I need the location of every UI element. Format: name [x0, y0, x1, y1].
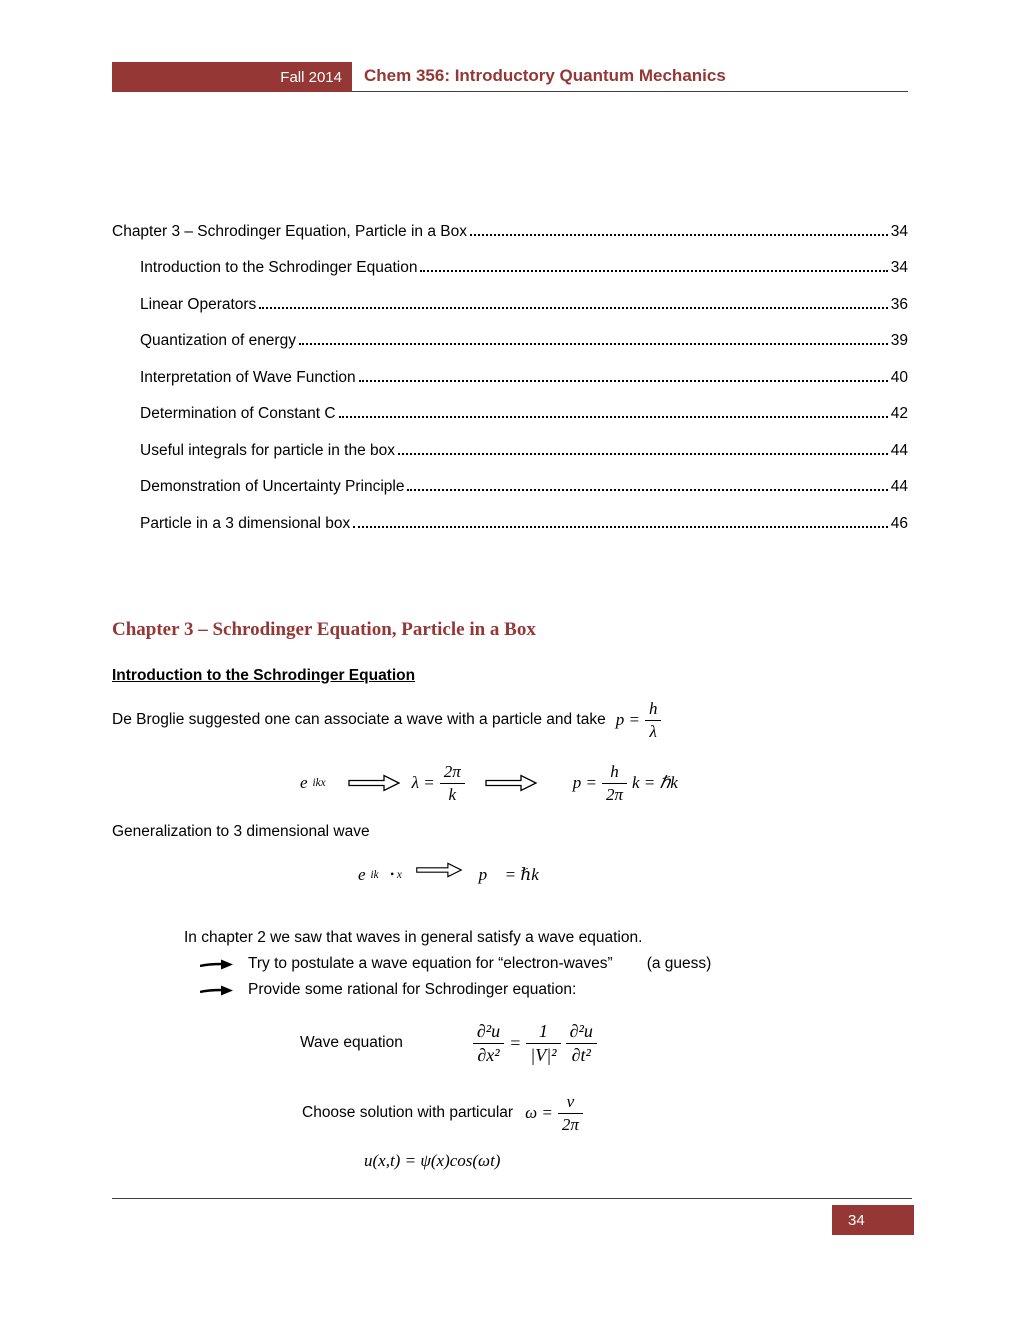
dotted-leader — [398, 453, 888, 455]
numerator: ∂²u — [566, 1021, 597, 1044]
fraction — [558, 1092, 583, 1135]
toc-entry — [112, 387, 908, 424]
chapter-heading: Chapter 3 – Schrodinger Equation, Particle in a Box — [112, 618, 536, 640]
numerator: h — [645, 699, 662, 721]
chapter2-text: In chapter 2 we saw that waves in general satisfy a wave equation. — [184, 928, 643, 946]
toc-entry-label: Useful integrals for particle in the box — [140, 441, 396, 459]
arrow-bullet-icon — [200, 957, 234, 971]
toc-entry-page: 46 — [890, 514, 908, 532]
dotted-leader — [259, 307, 887, 309]
dotted-leader — [420, 270, 887, 272]
wave-equation-row — [112, 1021, 908, 1066]
dotted-leader — [353, 526, 888, 528]
de-broglie-text: De Broglie suggested one can associate a wave with a particle and take — [112, 711, 606, 728]
wave-equation-label: Wave equation — [300, 1034, 403, 1051]
math-p-equals-h-over-lambda — [616, 699, 662, 742]
toc-entry-label: Interpretation of Wave Function — [140, 368, 356, 386]
fraction — [566, 1021, 597, 1066]
math-lhs: ω = — [525, 1103, 553, 1122]
math-lhs: p = — [572, 773, 597, 792]
denominator: k — [448, 784, 456, 804]
toc-entry — [112, 314, 908, 351]
math-lhs: p = — [615, 710, 640, 729]
toc-entry-page: 34 — [890, 222, 908, 240]
math-exponent: ikx — [312, 777, 326, 789]
page-content — [112, 62, 908, 1171]
numerator: ∂²u — [473, 1021, 504, 1044]
denominator: ∂x² — [477, 1044, 500, 1065]
page-number: 34 — [848, 1211, 865, 1229]
denominator: |V|² — [530, 1044, 557, 1065]
dotted-leader — [407, 489, 887, 491]
toc-entry-page: 44 — [890, 478, 908, 495]
toc-entry-label: Linear Operators — [140, 295, 257, 313]
fraction — [645, 699, 662, 742]
page-number-badge — [832, 1205, 914, 1235]
fraction — [602, 762, 627, 805]
fraction — [440, 762, 465, 805]
math-p-hbar — [573, 762, 678, 805]
math-base: e — [358, 864, 366, 884]
bullet-rationale — [112, 981, 908, 999]
math-e-ikx — [300, 773, 326, 793]
denominator: 2π — [605, 784, 624, 804]
bullet-postulate — [112, 955, 908, 973]
toc-entry — [112, 204, 908, 241]
toc-entry-label: Chapter 3 – Schrodinger Equation, Particle in a Box — [112, 222, 467, 240]
block-arrow-icon — [485, 774, 537, 792]
toc-entry-page: 34 — [890, 259, 908, 276]
block-arrow-icon — [415, 862, 463, 878]
numerator: 2π — [440, 762, 465, 784]
choose-solution-text: Choose solution with particular — [302, 1104, 514, 1121]
toc-entry-page: 39 — [890, 332, 908, 349]
bullet-text: Provide some rational for Schrodinger equation: — [248, 980, 577, 998]
page-header — [112, 62, 908, 92]
toc-entry-page: 40 — [890, 368, 908, 386]
toc-entry — [112, 241, 908, 278]
math-row-de-broglie — [112, 762, 908, 805]
denominator: 2π — [561, 1114, 579, 1134]
math-base: e — [300, 773, 308, 792]
toc-entry — [112, 277, 908, 314]
page-footer — [112, 1198, 912, 1229]
numerator: 1 — [526, 1021, 560, 1044]
denominator: λ — [649, 721, 657, 741]
math-p-vector: p⃗ = ℏk⃗ — [478, 864, 553, 884]
u-solution-row — [112, 1151, 908, 1171]
bullet-note: (a guess) — [646, 954, 712, 972]
arrow-bullet-icon — [200, 983, 234, 997]
dotted-leader — [339, 416, 888, 418]
fraction — [473, 1021, 504, 1066]
math-row-3d-wave — [112, 865, 908, 885]
term-badge — [112, 62, 352, 92]
math-u-solution: u(x,t) = ψ(x)cos(ωt) — [364, 1150, 501, 1170]
math-e-ikx-vector — [358, 865, 411, 885]
toc-entry-label: Determination of Constant C — [140, 405, 336, 422]
numerator: v — [558, 1092, 583, 1114]
dotted-leader — [470, 234, 888, 236]
table-of-contents — [112, 204, 908, 533]
toc-entry — [112, 496, 908, 533]
denominator: ∂t² — [571, 1044, 591, 1065]
toc-entry-page: 44 — [890, 441, 908, 459]
toc-entry — [112, 460, 908, 497]
term-label: Fall 2014 — [280, 68, 342, 86]
bullet-text: Try to postulate a wave equation for “electron-waves” — [248, 954, 613, 972]
generalization-text: Generalization to 3 dimensional wave — [112, 822, 370, 840]
toc-entry-page: 36 — [890, 295, 908, 313]
math-exponent: ik⃗ • x⃗ — [370, 868, 411, 881]
dotted-leader — [299, 343, 888, 345]
choose-solution-row — [112, 1092, 908, 1135]
section-heading: Introduction to the Schrodinger Equation — [112, 666, 416, 684]
de-broglie-paragraph — [112, 699, 908, 742]
toc-entry-label: Particle in a 3 dimensional box — [140, 514, 351, 532]
numerator: h — [602, 762, 627, 784]
toc-entry-label: Quantization of energy — [140, 332, 296, 349]
math-rhs: k = ℏk — [632, 773, 678, 792]
course-title: Chem 356: Introductory Quantum Mechanics — [364, 65, 726, 85]
toc-entry-page: 42 — [890, 405, 908, 422]
toc-entry — [112, 423, 908, 460]
math-omega — [525, 1092, 583, 1135]
toc-entry — [112, 350, 908, 387]
equals-sign: = — [509, 1032, 522, 1053]
dotted-leader — [359, 380, 888, 382]
math-wave-equation — [473, 1021, 597, 1066]
toc-entry-label: Introduction to the Schrodinger Equation — [140, 259, 418, 276]
toc-entry-label: Demonstration of Uncertainty Principle — [140, 478, 405, 495]
block-arrow-icon — [348, 774, 400, 792]
math-lhs: λ = — [411, 773, 435, 792]
fraction — [526, 1021, 560, 1066]
math-lambda-equals — [412, 762, 465, 805]
